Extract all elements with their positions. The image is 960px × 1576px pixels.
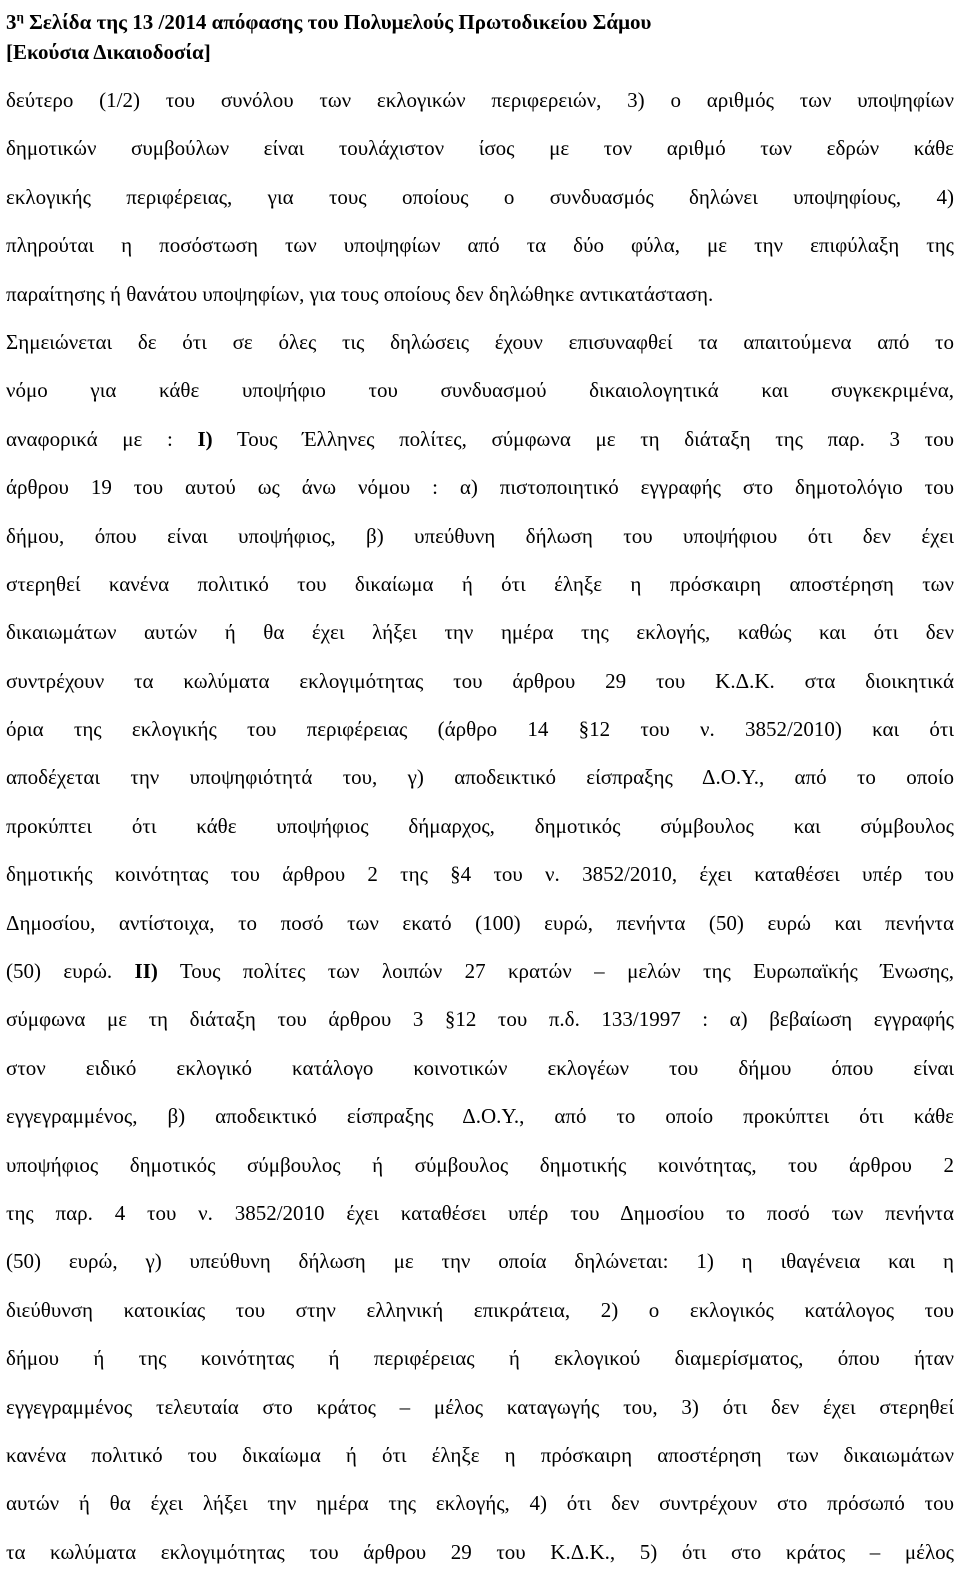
text-segment: τα κωλύματα εκλογιμότητας του άρθρου 29 του Κ.Δ.Κ., 5) ότι στο κράτος – μέλος	[6, 1539, 954, 1564]
text-line	[6, 1237, 954, 1285]
section-numeral: ΙΙ)	[134, 959, 158, 984]
text-segment: αποδέχεται την υποψηφιότητά του, γ) αποδεικτικό είσπραξης Δ.Ο.Υ., από το οποίο	[6, 765, 954, 790]
text-segment: Δημοσίου, αντίστοιχα, το ποσό των εκατό (100) ευρώ, πενήντα (50) ευρώ και πενήντα	[6, 910, 954, 935]
text-segment: κανένα πολιτικό του δικαίωμα ή ότι έληξε η πρόσκαιρη αποστέρηση των δικαιωμάτων	[6, 1442, 954, 1467]
text-segment: υποψήφιος δημοτικός σύμβουλος ή σύμβουλος δημοτικής κοινότητας, του άρθρου 2	[6, 1152, 954, 1177]
text-line	[6, 705, 954, 753]
text-line	[6, 1141, 954, 1189]
text-segment: δημοτικής κοινότητας του άρθρου 2 της §4 του ν. 3852/2010, έχει καταθέσει υπέρ του	[6, 862, 954, 887]
text-line	[6, 76, 954, 124]
text-line	[6, 415, 954, 463]
text-segment: εκλογικής περιφέρειας, για τους οποίους ο συνδυασμός δηλώνει υποψηφίους, 4)	[6, 184, 954, 209]
text-segment: αναφορικά με :	[6, 426, 198, 451]
text-segment: άρθρου 19 του αυτού ως άνω νόμου : α) πιστοποιητικό εγγραφής στο δημοτολόγιο του	[6, 475, 954, 500]
text-line	[6, 173, 954, 221]
text-line	[6, 124, 954, 172]
text-segment: εγγεγραμμένος, β) αποδεικτικό είσπραξης Δ.Ο.Υ., από το οποίο προκύπτει ότι κάθε	[6, 1104, 954, 1129]
text-line	[6, 753, 954, 801]
text-line	[6, 899, 954, 947]
text-segment: παραίτησης ή θανάτου υποψηφίων, για τους οποίους δεν δηλώθηκε αντικατάσταση.	[6, 281, 714, 306]
text-line	[6, 1286, 954, 1334]
text-segment: Σημειώνεται δε ότι σε όλες τις δηλώσεις έχουν επισυναφθεί τα απαιτούμενα από το	[6, 329, 954, 354]
text-segment: διεύθυνση κατοικίας του στην ελληνική επικράτεια, 2) ο εκλογικός κατάλογος του	[6, 1297, 954, 1322]
text-segment: στον ειδικό εκλογικό κατάλογο κοινοτικών εκλογέων του δήμου όπου είναι	[6, 1055, 954, 1080]
text-segment: εγγεγραμμένος τελευταία στο κράτος – μέλος καταγωγής του, 3) ότι δεν έχει στερηθεί	[6, 1394, 954, 1419]
header-subtitle: [Εκούσια Δικαιοδοσία]	[6, 40, 211, 64]
text-line	[6, 1189, 954, 1237]
text-line	[6, 657, 954, 705]
text-segment: όρια της εκλογικής του περιφέρειας (άρθρο 14 §12 του ν. 3852/2010) και ότι	[6, 717, 954, 742]
text-line	[6, 995, 954, 1043]
text-segment: (50) ευρώ, γ) υπεύθυνη δήλωση με την οποία δηλώνεται: 1) η ιθαγένεια και η	[6, 1249, 954, 1274]
text-line	[6, 270, 954, 318]
header-title: $3^\eta$ Σελίδα της 13 /2014 απόφασης του Πολυμελούς Πρωτοδικείου Σάμου	[6, 9, 652, 34]
text-segment: δήμου ή της κοινότητας ή περιφέρειας ή εκλογικού διαμερίσματος, όπου ήταν	[6, 1346, 954, 1371]
text-segment: σύμφωνα με τη διάταξη του άρθρου 3 §12 του π.δ. 133/1997 : α) βεβαίωση εγγραφής	[6, 1007, 954, 1032]
text-line	[6, 366, 954, 414]
text-line	[6, 1044, 954, 1092]
text-segment: της παρ. 4 του ν. 3852/2010 έχει καταθέσει υπέρ του Δημοσίου το ποσό των πενήντα	[6, 1200, 954, 1225]
text-line	[6, 802, 954, 850]
text-segment: (50) ευρώ.	[6, 959, 135, 984]
text-line	[6, 318, 954, 366]
text-line	[6, 1431, 954, 1479]
text-line	[6, 512, 954, 560]
text-segment: στερηθεί κανένα πολιτικό του δικαίωμα ή ότι έληξε η πρόσκαιρη αποστέρηση των	[6, 571, 954, 596]
text-line	[6, 1334, 954, 1382]
text-line	[6, 463, 954, 511]
text-segment: προκύπτει ότι κάθε υποψήφιος δήμαρχος, δημοτικός σύμβουλος και σύμβουλος	[6, 813, 954, 838]
text-line	[6, 1528, 954, 1576]
body-text	[6, 76, 954, 1576]
text-line	[6, 1479, 954, 1527]
section-numeral: Ι)	[197, 426, 213, 451]
text-segment: Τους πολίτες των λοιπών 27 κρατών – μελών της Ευρωπαϊκής Ένωσης,	[157, 959, 954, 984]
text-segment: δήμου, όπου είναι υποψήφιος, β) υπεύθυνη δήλωση του υποψήφιου ότι δεν έχει	[6, 523, 954, 548]
header-superscript: η	[16, 9, 24, 24]
text-line	[6, 560, 954, 608]
text-line	[6, 1383, 954, 1431]
text-segment: δεύτερο (1/2) του συνόλου των εκλογικών περιφερειών, 3) ο αριθμός των υποψηφίων	[6, 88, 954, 112]
text-line	[6, 1092, 954, 1140]
text-line	[6, 947, 954, 995]
text-segment: συντρέχουν τα κωλύματα εκλογιμότητας του άρθρου 29 του Κ.Δ.Κ. στα διοικητικά	[6, 668, 954, 693]
text-segment: αυτών ή θα έχει λήξει την ημέρα της εκλογής, 4) ότι δεν συντρέχουν στο πρόσωπό του	[6, 1491, 954, 1516]
text-segment: πληρούται η ποσόστωση των υποψηφίων από τα δύο φύλα, με την επιφύλαξη της	[6, 233, 954, 258]
text-segment: δικαιωμάτων αυτών ή θα έχει λήξει την ημέρα της εκλογής, καθώς και ότι δεν	[6, 620, 954, 645]
text-line	[6, 850, 954, 898]
text-segment: δημοτικών συμβούλων είναι τουλάχιστον ίσος με τον αριθμό των εδρών κάθε	[6, 136, 954, 161]
text-line	[6, 608, 954, 656]
text-segment: Τους Έλληνες πολίτες, σύμφωνα με τη διάταξη της παρ. 3 του	[212, 426, 954, 451]
text-segment: νόμο για κάθε υποψήφιο του συνδυασμού δικαιολογητικά και συγκεκριμένα,	[6, 378, 954, 403]
text-line	[6, 221, 954, 269]
page-header	[6, 2, 651, 67]
